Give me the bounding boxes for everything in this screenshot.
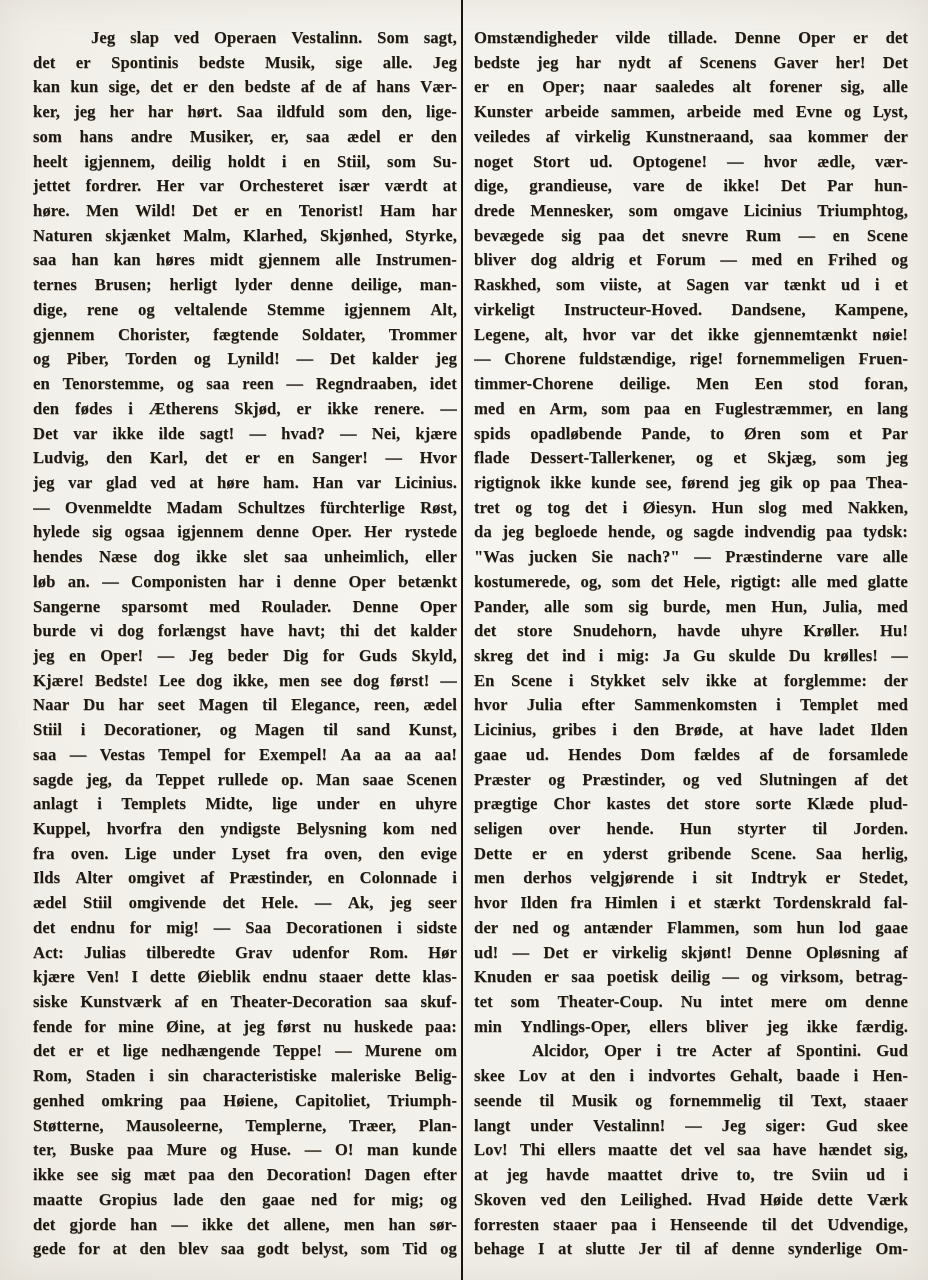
text-line: det gjorde han — ikke det allene, men han sør-	[33, 1214, 457, 1234]
text-line: hendes Næse dog ikke slet saa unheimlich, eller	[33, 547, 457, 567]
text-line: Raskhed, som viiste, at Sagen var tænkt ud i et	[474, 275, 908, 295]
text-line: min Yndlings-Oper, ellers bliver jeg ikke færdig.	[474, 1016, 908, 1036]
text-line: Rom, Staden i sin characteristiske maleriske Belig-	[33, 1066, 457, 1086]
text-line: langt under Vestalinn! — Jeg siger: Gud skee	[474, 1115, 908, 1135]
text-line: Stiil i Decorationer, og Magen til sand Kunst,	[33, 720, 457, 740]
text-line: gede for at den blev saa godt belyst, som Tid og	[33, 1239, 457, 1259]
text-line: — Ovenmeldte Madam Schultzes fürchterlige Røst,	[33, 497, 457, 517]
text-line: det endnu for mig! — Saa Decorationen i sidste	[33, 917, 457, 937]
text-line: gaae ud. Hendes Dom fældes af de forsamlede	[474, 744, 908, 764]
text-line: Kuppel, hvorfra den yndigste Belysning kom ned	[33, 819, 457, 838]
text-line: bedste jeg har nydt af Scenens Gaver her! Det	[474, 52, 908, 72]
text-line: hylede sig ogsaa igjennem denne Oper. Her rystede	[33, 522, 457, 542]
text-line: gjennem Chorister, fægtende Soldater, Trommer	[33, 324, 457, 344]
text-line: Act: Julias tilberedte Grav udenfor Rom. Hør	[33, 942, 457, 962]
text-line: fende for mine Øine, at jeg først nu huskede paa:	[33, 1016, 457, 1036]
text-line: drede Mennesker, som omgave Licinius Triumphtog,	[474, 201, 908, 221]
text-line: Alcidor, Oper i tre Acter af Spontini. Gud	[532, 1041, 908, 1061]
text-line: prægtige Chor kastes det store sorte Klæde plud-	[474, 794, 908, 814]
text-line: saa — Vestas Tempel for Exempel! Aa aa aa aa!	[33, 744, 457, 764]
text-line: burde vi dog forlængst have havt; thi det kalder	[33, 621, 457, 641]
text-line: veiledes af virkelig Kunstneraand, saa kommer der	[474, 126, 908, 146]
text-line: En Scene i Stykket selv ikke at forglemme: der	[474, 670, 908, 690]
text-line: Det var ikke ilde sagt! — hvad? — Nei, kjære	[33, 423, 457, 443]
text-line: Naar Du har seet Magen til Elegance, reen, ædel	[33, 695, 457, 715]
text-line: seende til Musik og fornemmelig til Text, staaer	[474, 1090, 908, 1110]
text-line: behage I at slutte Jer til af denne synderlige Om-	[474, 1239, 908, 1259]
text-line: som hans andre Musiker, er, saa ædel er den	[33, 126, 457, 146]
text-line: tet som Theater-Coup. Nu intet mere om denne	[474, 992, 908, 1012]
text-line: genhed omkring paa Høiene, Capitoliet, Triumph-	[33, 1090, 457, 1110]
text-line: flade Dessert-Tallerkener, og et Skjæg, som jeg	[474, 448, 908, 468]
right-column	[474, 26, 908, 1262]
text-line: det store Snudehorn, havde uhyre Krøller. Hu!	[474, 621, 908, 641]
text-line: sagde jeg, da Teppet rullede op. Man saae Scenen	[33, 769, 457, 789]
text-line: men derhos velgjørende i sit Indtryk er Stedet,	[474, 868, 908, 888]
text-line: timmer-Chorene deilige. Men Een stod foran,	[474, 374, 908, 394]
text-line: høre. Men Wild! Det er en Tenorist! Ham har	[33, 201, 457, 221]
text-line: rigtignok ikke kunde see, førend jeg gik op paa Thea-	[474, 472, 908, 492]
text-line: bevægede sig paa det snevre Rum — en Scene	[474, 225, 908, 245]
text-line: siske Kunstværk af en Theater-Decoration saa skuf-	[33, 992, 457, 1012]
text-line: ker, jeg her har hørt. Saa ildfuld som den, lige-	[33, 102, 457, 122]
text-line: Legene, alt, hvor var det ikke gjennemtænkt nøie!	[474, 324, 908, 344]
text-line: skee Lov at den i indvortes Gehalt, baade i Hen-	[474, 1066, 908, 1086]
text-line: ud! — Det er virkelig skjønt! Denne Opløsning af	[474, 942, 908, 962]
left-column	[33, 26, 457, 1262]
text-line: Licinius, gribes i den Brøde, at have ladet Ilden	[474, 720, 908, 740]
text-line: jettet fordrer. Her var Orchesteret især værdt at	[33, 176, 457, 196]
text-line: dige, grandieuse, vare de ikke! Det Par hun-	[474, 176, 908, 196]
text-line: Knuden er saa poetisk deilig — og virksom, betrag-	[474, 967, 908, 987]
text-line: skreg det ind i mig: Ja Gu skulde Du krølles! —	[474, 645, 908, 665]
text-line: Ilds Alter omgivet af Præstinder, en Colonnade i	[33, 868, 457, 888]
text-line: Kunster arbeide sammen, arbeide med Evne og Lyst,	[474, 102, 908, 122]
text-line: virkeligt Instructeur-Hoved. Dandsene, Kampene,	[474, 299, 908, 319]
text-line: jeg var glad ved at høre ham. Han var Licinius.	[33, 472, 457, 492]
text-line: Lov! Thi ellers maatte det vel saa have hændet sig,	[474, 1140, 908, 1160]
text-line: seligen over hende. Hun styrter til Jorden.	[474, 819, 908, 838]
text-line: ter, Buske paa Mure og Huse. — O! man kunde	[33, 1140, 457, 1160]
text-line: hvor Ilden fra Himlen i et stærkt Tordenskrald fal-	[474, 893, 908, 913]
text-line: noget Stort ud. Optogene! — hvor ædle, vær-	[474, 151, 908, 171]
text-line: Jeg slap ved Operaen Vestalinn. Som sagt,	[91, 28, 457, 47]
text-line: Dette er en yderst gribende Scene. Saa herlig,	[474, 843, 908, 863]
text-line: Pander, alle som sig burde, men Hun, Julia, med	[474, 596, 908, 616]
text-line: Kjære! Bedste! Lee dog ikke, men see dog først! —	[33, 670, 457, 690]
text-line: jeg en Oper! — Jeg beder Dig for Guds Skyld,	[33, 645, 457, 665]
text-line: "Was jucken Sie nach?" — Præstinderne vare alle	[474, 547, 908, 567]
text-line: Naturen skjænket Malm, Klarhed, Skjønhed, Styrke,	[33, 225, 457, 245]
text-line: kan kun sige, det er den bedste af de af hans Vær-	[33, 77, 457, 97]
text-line: forresten staaer paa i Henseende til det Udvendige,	[474, 1214, 908, 1234]
text-line: den fødes i Ætherens Skjød, er ikke renere. —	[33, 398, 457, 418]
text-line: er en Oper; naar saaledes alt forener sig, alle	[474, 77, 908, 97]
text-line: det er et lige nedhængende Teppe! — Murene om	[33, 1041, 457, 1061]
text-line: hvor Julia efter Sammenkomsten i Templet med	[474, 695, 908, 715]
text-line: — Chorene fuldstændige, rige! fornemmeligen Fruen-	[474, 349, 908, 369]
text-line: ternes Brusen; herligt lyder denne deilige, man-	[33, 275, 457, 295]
text-line: Skoven ved den Leilighed. Hvad Høide dette Værk	[474, 1189, 908, 1209]
text-line: og Piber, Torden og Lynild! — Det kalder jeg	[33, 349, 457, 369]
text-line: da jeg begloede hende, og sagde indvendig paa tydsk:	[474, 522, 908, 542]
text-line: med en Arm, som paa en Fuglestræmmer, en lang	[474, 398, 908, 418]
text-line: Præster og Præstinder, og ved Slutningen af det	[474, 769, 908, 789]
text-line: anlagt i Templets Midte, lige under en uhyre	[33, 794, 457, 814]
text-line: kostumerede, og, som det Hele, rigtigt: alle med glatte	[474, 571, 908, 591]
text-line: Sangerne sparsomt med Roulader. Denne Oper	[33, 596, 457, 616]
text-line: fra oven. Lige under Lyset fra oven, den evige	[33, 843, 457, 863]
text-line: Støtterne, Mausoleerne, Templerne, Træer, Plan-	[33, 1115, 457, 1135]
text-line: løb an. — Componisten har i denne Oper betænkt	[33, 571, 457, 591]
text-line: at jeg havde maattet drive to, tre Sviin ud i	[474, 1165, 908, 1185]
text-line: ikke see sig mæt paa den Decoration! Dagen efter	[33, 1165, 457, 1185]
text-line: kjære Ven! I dette Øieblik endnu staaer dette klas-	[33, 967, 457, 987]
text-line: det er Spontinis bedste Musik, sige alle. Jeg	[33, 52, 457, 72]
text-line: maatte Gropius lade den gaae ned for mig; og	[33, 1189, 457, 1209]
column-divider	[461, 0, 463, 1280]
text-line: spids opadløbende Pande, to Øren som et Par	[474, 423, 908, 443]
text-line: en Tenorstemme, og saa reen — Regndraaben, idet	[33, 374, 457, 394]
text-line: Omstændigheder vilde tillade. Denne Oper er det	[474, 28, 908, 47]
text-line: ædel Stiil omgivende det Hele. — Ak, jeg seer	[33, 893, 457, 913]
text-line: der ned og antænder Flammen, som hun lod gaae	[474, 917, 908, 937]
text-line: dige, rene og veltalende Stemme igjennem Alt,	[33, 299, 457, 319]
text-line: Ludvig, den Karl, det er en Sanger! — Hvor	[33, 448, 457, 468]
text-line: heelt igjennem, deilig holdt i en Stiil, som Su-	[33, 151, 457, 171]
text-line: bliver dog aldrig et Forum — med en Frihed og	[474, 250, 908, 270]
text-line: tret og tog det i Øiesyn. Hun slog med Nakken,	[474, 497, 908, 517]
text-line: saa han kan høres midt gjennem alle Instrumen-	[33, 250, 457, 270]
